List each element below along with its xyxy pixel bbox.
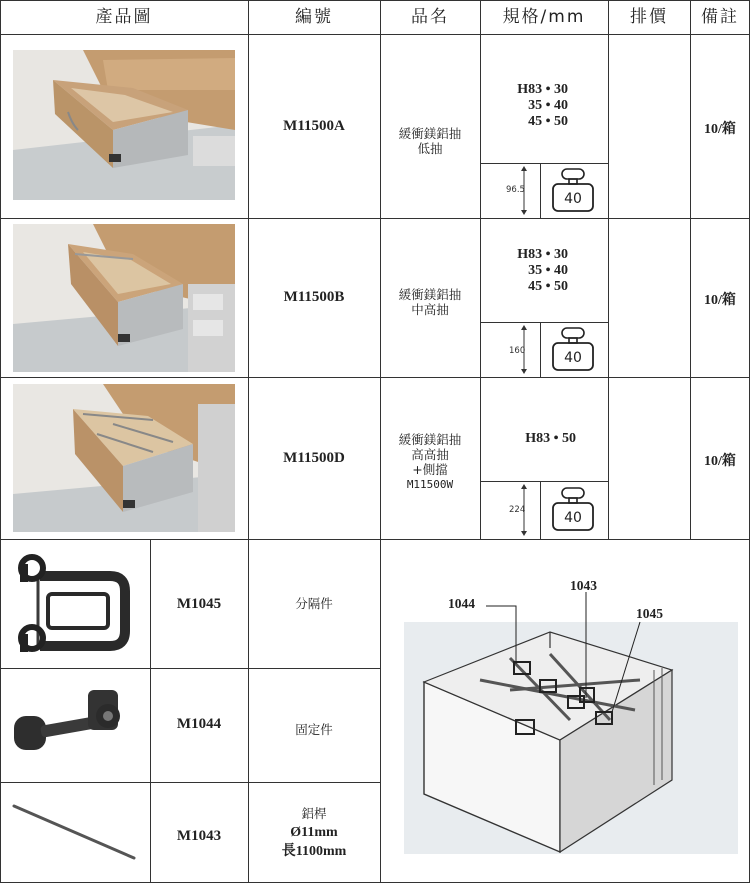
grid-line <box>608 0 609 539</box>
grid-line <box>0 782 380 783</box>
product-name-line: 緩衝鎂鋁抽 <box>398 287 462 302</box>
diagram-label-1044: 1044 <box>448 596 475 611</box>
accessory-name-line: Ø11mm <box>290 825 338 840</box>
grid-line <box>540 163 541 218</box>
spec-line: H83 • 50 <box>525 431 576 446</box>
grid-line <box>0 377 750 378</box>
spec-line: H83 • 30 <box>517 247 568 262</box>
accessory-name <box>248 804 380 861</box>
accessory-name-line: 長1100mm <box>281 844 347 859</box>
product-name-line: M11500W <box>406 478 454 491</box>
height-value: 224 <box>509 505 526 515</box>
diagram-label-1045: 1045 <box>636 606 663 621</box>
header-price: 排價 <box>630 7 668 27</box>
header-code: 編號 <box>295 7 333 27</box>
height-value: 160 <box>509 346 526 356</box>
weight-icon <box>548 326 604 374</box>
divider-clip-icon <box>10 546 140 662</box>
grid-line <box>540 481 541 539</box>
accessory-code: M1045 <box>176 596 222 612</box>
drawer-high-photo <box>13 384 235 532</box>
product-name <box>380 126 480 156</box>
header-name: 品名 <box>411 7 449 27</box>
accessory-name-line: 鋁桿 <box>301 806 327 821</box>
spec-sizes <box>480 82 568 130</box>
height-dimension <box>480 163 540 218</box>
aluminum-rod-icon <box>10 796 140 866</box>
product-name-line: 低抽 <box>417 141 443 156</box>
drawer-low-photo <box>13 50 235 200</box>
grid-line <box>0 0 1 883</box>
spec-sizes <box>480 247 568 295</box>
weight-icon <box>548 167 604 215</box>
spec-sizes <box>480 431 576 447</box>
grid-line <box>0 34 750 35</box>
accessory-code: M1043 <box>176 828 222 844</box>
accessory-code: M1044 <box>176 716 222 732</box>
height-dimension <box>480 481 540 539</box>
product-name-line: 緩衝鎂鋁抽 <box>398 432 462 447</box>
header-image: 產品圖 <box>95 7 153 27</box>
height-value: 96.5 <box>506 185 525 195</box>
load-value: 40 <box>564 350 582 366</box>
spec-line: 35 • 40 <box>528 263 568 278</box>
product-name-line: 中高抽 <box>411 302 449 317</box>
product-code: M11500A <box>283 118 345 134</box>
spec-line: 45 • 50 <box>528 114 568 129</box>
grid-line <box>0 539 750 540</box>
accessory-name <box>248 596 380 611</box>
product-code: M11500D <box>283 450 345 466</box>
spec-line: 35 • 40 <box>528 98 568 113</box>
packing-note: 10/箱 <box>704 293 736 308</box>
product-name <box>380 432 480 492</box>
product-name-line: +側擋 <box>412 462 448 477</box>
product-code: M11500B <box>283 289 345 305</box>
packing-note: 10/箱 <box>704 454 736 469</box>
grid-line <box>0 668 380 669</box>
spec-line: H83 • 30 <box>517 82 568 97</box>
product-name-line: 高高抽 <box>411 447 449 462</box>
grid-line <box>0 218 750 219</box>
product-name-line: 緩衝鎂鋁抽 <box>398 126 462 141</box>
grid-line <box>540 322 541 377</box>
packing-note: 10/箱 <box>704 122 736 137</box>
weight-icon <box>548 486 604 534</box>
load-value: 40 <box>564 510 582 526</box>
product-name <box>380 287 480 317</box>
drawer-mid-photo <box>13 224 235 372</box>
height-dimension <box>480 322 540 377</box>
diagram-label-1043: 1043 <box>570 578 597 593</box>
accessory-name-line: 分隔件 <box>295 596 333 611</box>
assembly-diagram <box>400 570 745 870</box>
load-value: 40 <box>564 191 582 207</box>
header-note: 備註 <box>701 7 739 27</box>
accessory-name <box>248 722 380 737</box>
accessory-name-line: 固定件 <box>295 722 333 737</box>
fixing-clip-icon <box>10 676 140 776</box>
spec-line: 45 • 50 <box>528 279 568 294</box>
header-spec: 規格/mm <box>502 7 586 27</box>
